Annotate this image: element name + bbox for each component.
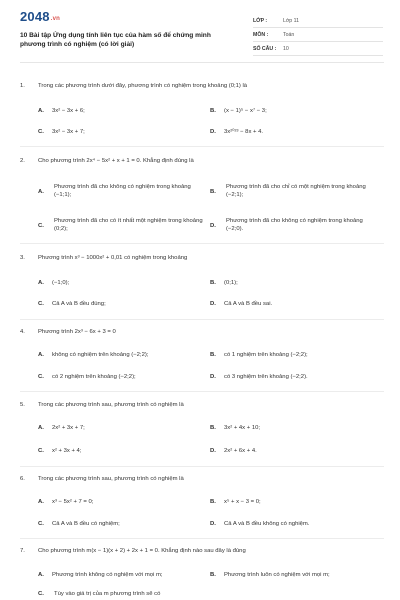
meta-table bbox=[253, 14, 383, 56]
option-label: D. bbox=[210, 374, 216, 380]
question-number: 4. bbox=[20, 329, 25, 335]
option-label: B. bbox=[210, 189, 216, 195]
header-divider bbox=[20, 62, 384, 63]
question-divider bbox=[20, 538, 384, 539]
option-text: Phương trình đã cho chỉ có một nghiệm trong khoảng (−2;1); bbox=[226, 184, 366, 198]
option-label: B. bbox=[210, 280, 216, 286]
question-stem: Trong các phương trình dưới đây, phương trình có nghiệm trong khoảng (0;1) là bbox=[38, 83, 248, 89]
option-text: x³ − 5x² + 7 = 0; bbox=[52, 499, 94, 505]
option-label: C. bbox=[38, 591, 44, 597]
question-divider bbox=[20, 466, 384, 467]
question-stem: Phương trình x³ − 1000x² + 0,01 có nghiệm trong khoảng bbox=[38, 255, 188, 261]
option-text: 3x² − 3x + 7; bbox=[52, 129, 85, 135]
option-label: C. bbox=[38, 223, 44, 229]
question-stem: Trong các phương trình sau, phương trình có nghiệm là bbox=[38, 402, 184, 408]
option-text: Phương trình đã cho không có nghiệm trong khoảng (−2;0). bbox=[226, 218, 363, 232]
option-text: 2x² + 3x + 7; bbox=[52, 425, 85, 431]
document-title: 10 Bài tập Ứng dụng tính liên tục của hàm số để chứng minh phương trình có nghiệm (có lời giải) bbox=[20, 32, 211, 48]
option-text: Tùy vào giá trị của m phương trình sẽ có bbox=[54, 591, 161, 597]
option-label: B. bbox=[210, 352, 216, 358]
option-label: D. bbox=[210, 448, 216, 454]
option-text: không có nghiệm trên khoảng (−2;2); bbox=[52, 352, 149, 358]
meta-row-subject: MÔN : Toán bbox=[253, 28, 383, 42]
option-label: A. bbox=[38, 108, 44, 114]
option-label: B. bbox=[210, 425, 216, 431]
option-label: D. bbox=[210, 223, 216, 229]
option-text: có 1 nghiệm trên khoảng (−2;2); bbox=[224, 352, 308, 358]
question-number: 5. bbox=[20, 402, 25, 408]
option-label: C. bbox=[38, 448, 44, 454]
option-text: 3x² + 4x + 10; bbox=[224, 425, 261, 431]
option-text: Cả A và B đều sai. bbox=[224, 301, 273, 307]
option-text: Phương trình đã cho không có nghiệm trong khoảng (−1;1); bbox=[54, 184, 191, 198]
question-stem: Cho phương trình m(x − 1)(x + 2) + 2x + 1 = 0. Khẳng định nào sau đây là đúng bbox=[38, 548, 246, 554]
question-number: 7. bbox=[20, 548, 25, 554]
option-label: B. bbox=[210, 108, 216, 114]
option-label: C. bbox=[38, 521, 44, 527]
option-text: Cả A và B đều đúng; bbox=[52, 301, 106, 307]
question-divider bbox=[20, 243, 384, 244]
option-label: C. bbox=[38, 301, 44, 307]
question-stem: Phương trình 2x³ − 6x + 3 = 0 bbox=[38, 329, 116, 335]
option-text: Phương trình không có nghiệm với mọi m; bbox=[52, 572, 163, 578]
question-divider bbox=[20, 319, 384, 320]
question-number: 6. bbox=[20, 476, 25, 482]
question-stem: Cho phương trình 2x⁴ − 5x² + x + 1 = 0. Khẳng định đúng là bbox=[38, 158, 194, 164]
option-label: C. bbox=[38, 374, 44, 380]
option-label: D. bbox=[210, 129, 216, 135]
question-number: 3. bbox=[20, 255, 25, 261]
option-label: A. bbox=[38, 280, 44, 286]
option-text: 3x²⁰²³ − 8x + 4. bbox=[224, 129, 264, 135]
option-label: A. bbox=[38, 499, 44, 505]
option-text: 3x² − 3x + 6; bbox=[52, 108, 85, 114]
option-text: có 2 nghiệm trên khoảng (−2;2); bbox=[52, 374, 136, 380]
option-text: 2x² + 6x + 4. bbox=[224, 448, 257, 454]
option-text: Phương trình luôn có nghiệm với mọi m; bbox=[224, 572, 330, 578]
option-text: (x − 1)⁵ − x⁷ − 3; bbox=[224, 108, 267, 114]
option-text: Cả A và B đều có nghiệm; bbox=[52, 521, 120, 527]
option-label: C. bbox=[38, 129, 44, 135]
option-text: x⁵ + x − 3 = 0; bbox=[224, 499, 261, 505]
question-divider bbox=[20, 391, 384, 392]
meta-row-question-count: SỐ CÂU : 10 bbox=[253, 42, 383, 56]
question-number: 2. bbox=[20, 158, 25, 164]
option-label: A. bbox=[38, 572, 44, 578]
option-text: có 3 nghiệm trên khoảng (−2;2). bbox=[224, 374, 308, 380]
option-text: (0;1); bbox=[224, 280, 238, 286]
option-label: B. bbox=[210, 499, 216, 505]
option-label: D. bbox=[210, 301, 216, 307]
option-text: Cả A và B đều không có nghiệm. bbox=[224, 521, 310, 527]
question-stem: Trong các phương trình sau, phương trình có nghiệm là bbox=[38, 476, 184, 482]
question-number: 1. bbox=[20, 83, 25, 89]
option-label: A. bbox=[38, 352, 44, 358]
option-label: A. bbox=[38, 425, 44, 431]
brand-logo[interactable]: 2048.vn bbox=[20, 9, 61, 24]
question-divider bbox=[20, 146, 384, 147]
option-label: B. bbox=[210, 572, 216, 578]
option-label: A. bbox=[38, 189, 44, 195]
option-text: (−1;0); bbox=[52, 280, 70, 286]
option-text: Phương trình đã cho có ít nhất một nghiệm trong khoảng (0;2); bbox=[54, 218, 203, 232]
option-label: D. bbox=[210, 521, 216, 527]
meta-row-class: LỚP : Lớp 11 bbox=[253, 14, 383, 28]
option-text: x² + 3x + 4; bbox=[52, 448, 82, 454]
